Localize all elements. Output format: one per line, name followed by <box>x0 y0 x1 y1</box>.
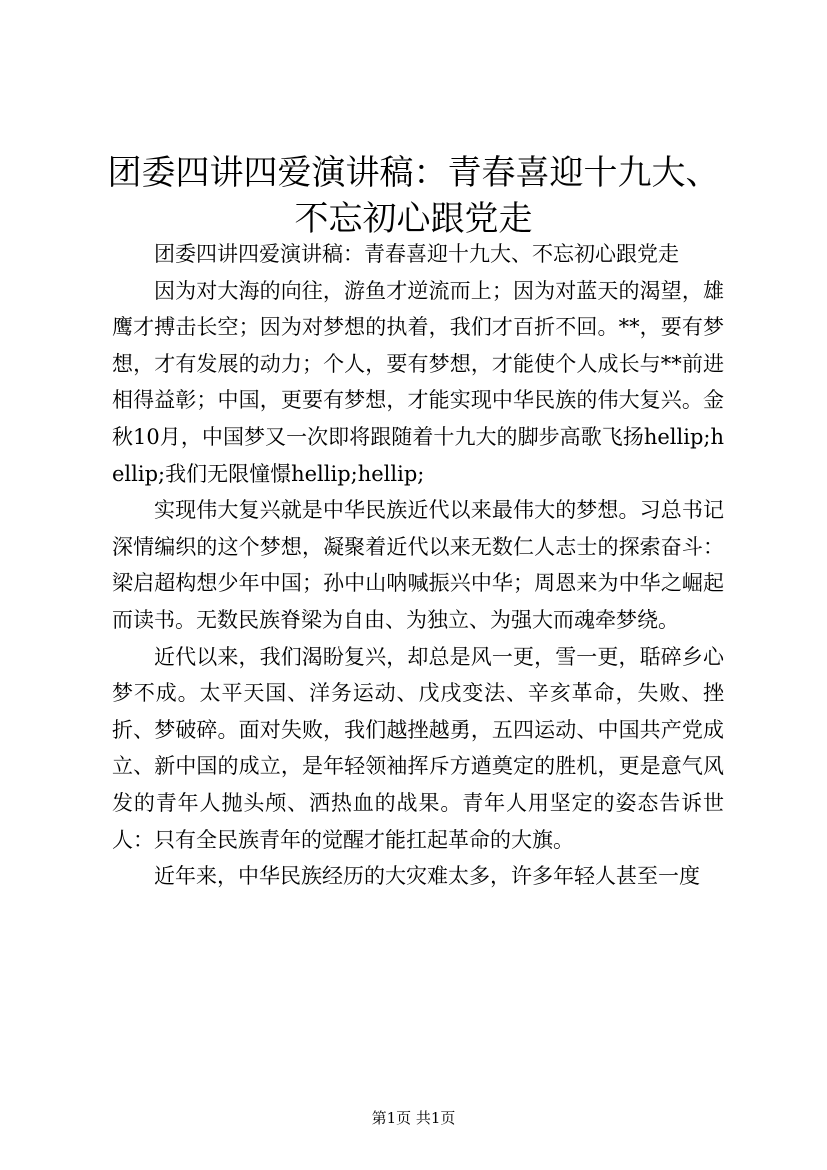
page-footer: 第1页 共1页 <box>371 1109 456 1127</box>
paragraph: 因为对大海的向往，游鱼才逆流而上；因为对蓝天的渴望，雄鹰才搏击长空；因为对梦想的执着，我们才百折不回。**，要有梦想，才有发展的动力；个人，要有梦想，才能使个人成长与**前进相得益彰；中国，更要有梦想，才能实现中华民族的伟大复兴。金秋10月，中国梦又一次即将跟随着十九大的脚步高歌飞扬hellip;hellip;我们无限憧憬hellip;hellip; <box>112 278 724 486</box>
paragraph: 实现伟大复兴就是中华民族近代以来最伟大的梦想。习总书记深情编织的这个梦想，凝聚着近代以来无数仁人志士的探索奋斗：梁启超构想少年中国；孙中山呐喊振兴中华；周恩来为中华之崛起而读书。无数民族脊梁为自由、为独立、为强大而魂牵梦绕。 <box>112 498 724 632</box>
document-title: 团委四讲四爱演讲稿：青春喜迎十九大、不忘初心跟党走 <box>107 153 720 239</box>
document-body <box>112 236 724 895</box>
paragraph: 近年来，中华民族经历的大灾难太多，许多年轻人甚至一度 <box>154 864 700 889</box>
paragraph: 近代以来，我们渴盼复兴，却总是风一更，雪一更，聒碎乡心梦不成。太平天国、洋务运动、戊戌变法、辛亥革命，失败、挫折、梦破碎。面对失败，我们越挫越勇，五四运动、中国共产党成立、新中国的成立，是年轻领袖挥斥方遒奠定的胜机，更是意气风发的青年人抛头颅、洒热血的战果。青年人用坚定的姿态告诉世人：只有全民族青年的觉醒才能扛起革命的大旗。 <box>112 644 724 852</box>
paragraph: 团委四讲四爱演讲稿：青春喜迎十九大、不忘初心跟党走 <box>154 242 679 266</box>
